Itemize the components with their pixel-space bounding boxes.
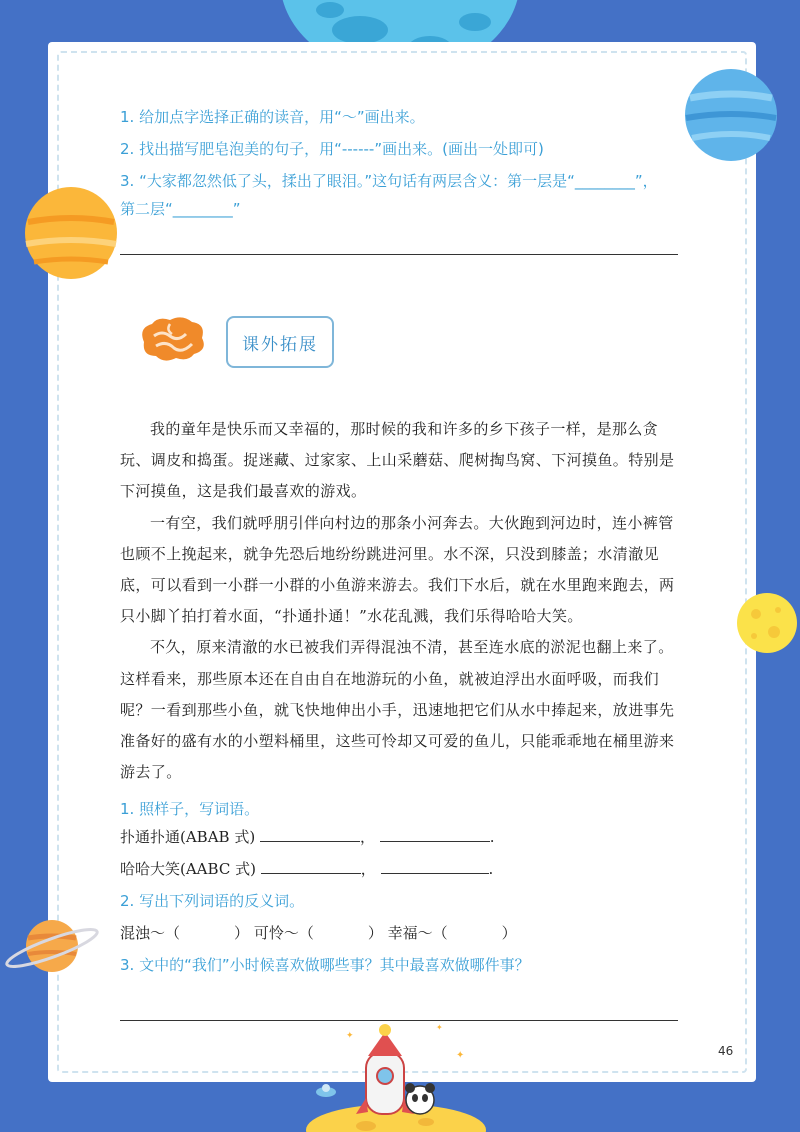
page-number: 46 (718, 1044, 734, 1058)
reading-passage (120, 414, 682, 788)
ringed-planet-decoration (4, 908, 108, 988)
exercise-2-title: 2. 写出下列词语的反义词。 (120, 892, 305, 910)
antonym-item-2: 可怜～（ (253, 924, 314, 942)
passage-paragraph-2: 一有空，我们就呼朋引伴向村边的那条小河奔去。大伙跑到河边时，连小裤管也顾不上挽起来，就争先恐后地纷纷跳进河里。水不深，只没到膝盖；水清澈见底，可以看到一小群一小群的小鱼游来游去。我们下水后，就在水里跑来跑去，两只小脚丫拍打着水面，“扑通扑通！”水花乱溅，我们乐得哈哈大笑。 (120, 513, 675, 626)
answer-blank[interactable] (380, 827, 490, 842)
question-3: 3. “大家都忽然低了头，揉出了眼泪。”这句话有两层含义：第一层是“________”， (120, 172, 658, 190)
answer-blank[interactable] (261, 859, 361, 874)
answer-blank[interactable] (381, 859, 489, 874)
passage-paragraph-1: 我的童年是快乐而又幸福的，那时候的我和许多的乡下孩子一样，是那么贪玩、调皮和捣蛋。捉迷藏、过家家、上山采蘑菇、爬树掏鸟窝、下河摸鱼。特别是下河摸鱼，这是我们最喜欢的游戏。 (120, 420, 675, 501)
antonym-item-3: 幸福～（ (387, 924, 448, 942)
exercise-1-line-2 (120, 858, 493, 879)
period: . (489, 828, 495, 846)
svg-text:✦: ✦ (436, 1023, 443, 1032)
question-1: 1. 给加点字选择正确的读音，用“～”画出来。 (120, 108, 425, 126)
svg-text:✦: ✦ (346, 1031, 354, 1041)
answer-line (120, 1020, 678, 1021)
antonym-row (120, 922, 517, 943)
exercise-1-title: 1. 照样子，写词语。 (120, 800, 260, 818)
blue-planet-decoration (684, 68, 778, 162)
antonym-item-1: 混浊～（ (120, 924, 181, 942)
period: . (488, 860, 494, 878)
exercise-3-title: 3. 文中的“我们”小时候喜欢做哪些事？其中最喜欢做哪件事？ (120, 956, 530, 974)
close-paren: ） (501, 924, 517, 942)
passage-paragraph-3: 不久，原来清澈的水已被我们弄得混浊不清，甚至连水底的淤泥也翻上来了。这样看来，那些原本还在自由自在地游玩的小鱼，就被迫浮出水面呼吸，而我们呢？一看到那些小鱼，就飞快地伸出小手，迅速地把它们从水中捧起来，放进事先准备好的盛有水的小塑料桶里，这些可怜却又可爱的鱼儿，只能乖乖地在桶里游来游去了。 (120, 638, 675, 782)
rocket-panda-illustration (296, 1018, 496, 1132)
svg-text:✦: ✦ (456, 1050, 465, 1061)
brain-icon (134, 316, 208, 364)
exercise-1-label-2: 哈哈大笑(AABC 式) (120, 860, 256, 878)
close-paren: ） (367, 924, 383, 942)
close-paren: ） (234, 924, 250, 942)
answer-blank[interactable] (260, 827, 360, 842)
question-2: 2. 找出描写肥皂泡美的句子，用“------”画出来。(画出一处即可) (120, 140, 544, 158)
yellow-moon-decoration (736, 592, 798, 654)
orange-planet-decoration (24, 186, 118, 280)
question-3-continuation: 第二层“________” (120, 200, 241, 218)
comma: ， (360, 860, 376, 878)
section-title: 课外拓展 (226, 316, 334, 368)
answer-line (120, 254, 678, 255)
exercise-1-line-1 (120, 826, 495, 847)
exercise-1-label-1: 扑通扑通(ABAB 式) (120, 828, 256, 846)
comma: ， (359, 828, 375, 846)
